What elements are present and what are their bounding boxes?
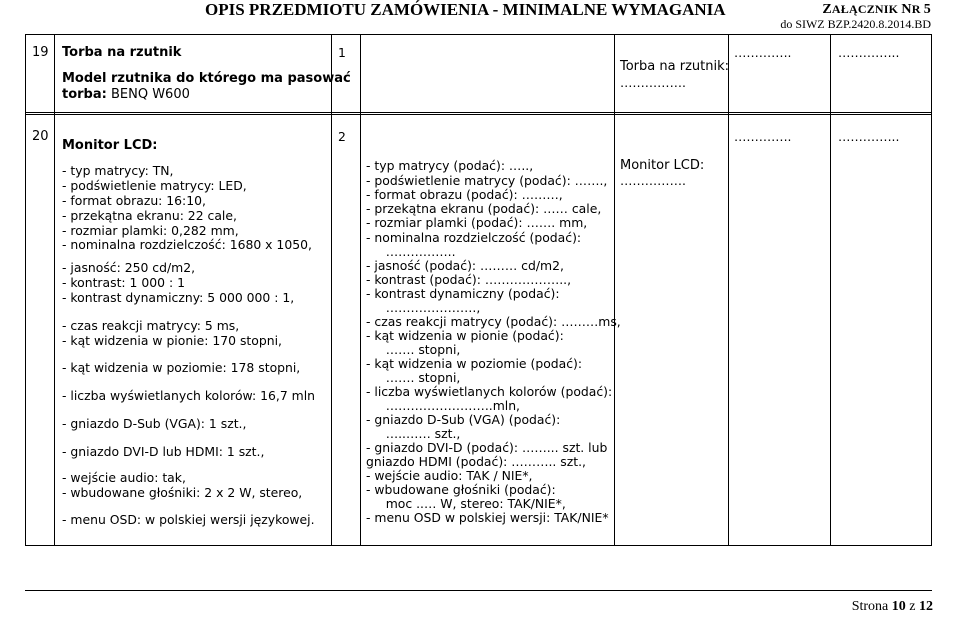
spec-line: - kontrast: 1 000 : 1	[62, 275, 185, 290]
offer-line[interactable]: - format obrazu (podać): ………,	[366, 187, 563, 202]
offer-line[interactable]: ……. stopni,	[366, 370, 461, 385]
row20-unit-price-field[interactable]: …………..	[734, 129, 792, 144]
spec-line: - podświetlenie matrycy: LED,	[62, 178, 247, 193]
spec-line: - rozmiar plamki: 0,282 mm,	[62, 223, 239, 238]
page-number: Strona 10 z 12	[851, 599, 933, 614]
table-divider	[830, 34, 831, 546]
offer-line[interactable]: - kontrast (podać): ………………..,	[366, 272, 572, 287]
table-divider	[331, 34, 332, 546]
spec-line: - czas reakcji matrycy: 5 ms,	[62, 318, 240, 333]
spec-line: - wejście audio: tak,	[62, 470, 186, 485]
row19-number: 19	[32, 45, 49, 60]
row20-offer-field[interactable]: …………….	[620, 173, 686, 188]
spec-line: - gniazdo DVI-D lub HDMI: 1 szt.,	[62, 444, 265, 459]
annex-label: ZAŁĄCZNIK NR 5	[822, 2, 931, 17]
row19-offer-field[interactable]: …………….	[620, 75, 686, 90]
spec-line: - kąt widzenia w poziomie: 178 stopni,	[62, 360, 301, 375]
footer-rule	[25, 590, 932, 591]
offer-line[interactable]: - jasność (podać): ……… cd/m2,	[366, 258, 564, 273]
row20-quantity: 2	[338, 129, 346, 144]
offer-line: - kontrast dynamiczny (podać):	[366, 286, 560, 301]
offer-line[interactable]: gniazdo HDMI (podać): ……….. szt.,	[366, 454, 586, 469]
offer-line: - gniazdo D-Sub (VGA) (podać):	[366, 412, 561, 427]
row-separator	[25, 112, 932, 115]
row19-model-label: Model rzutnika do którego ma pasować	[62, 71, 351, 86]
offer-line[interactable]: - gniazdo DVI-D (podać): ……... szt. lub	[366, 440, 608, 455]
spec-line: - nominalna rozdzielczość: 1680 x 1050,	[62, 237, 312, 252]
row19-offer-label: Torba na rzutnik:	[620, 59, 729, 74]
spec-line: - menu OSD: w polskiej wersji językowej.	[62, 512, 315, 527]
spec-line: - format obrazu: 16:10,	[62, 193, 206, 208]
row19-quantity: 1	[338, 45, 346, 60]
offer-line[interactable]: - czas reakcji matrycy (podać): ………ms,	[366, 314, 621, 329]
offer-line[interactable]: - rozmiar plamki (podać): ……. mm,	[366, 215, 588, 230]
row20-total-value-field[interactable]: …………...	[838, 129, 900, 144]
offer-line: - wbudowane głośniki (podać):	[366, 482, 556, 497]
offer-line: - nominalna rozdzielczość (podać):	[366, 230, 582, 245]
row19-model-value: torba: BENQ W600	[62, 87, 190, 102]
spec-line: - przekątna ekranu: 22 cale,	[62, 208, 237, 223]
table-divider	[360, 34, 361, 546]
offer-line[interactable]: ………………….,	[366, 300, 481, 315]
spec-line: - gniazdo D-Sub (VGA): 1 szt.,	[62, 416, 247, 431]
offer-line[interactable]: ……. stopni,	[366, 342, 461, 357]
offer-line[interactable]: ……………………..mln,	[366, 398, 520, 413]
table-divider	[54, 34, 55, 546]
row19-item-name: Torba na rzutnik	[62, 45, 182, 60]
spec-line: - kąt widzenia w pionie: 170 stopni,	[62, 333, 282, 348]
document-title: OPIS PRZEDMIOTU ZAMÓWIENIA - MINIMALNE WYMAGANIA	[205, 0, 726, 19]
spec-line: - wbudowane głośniki: 2 x 2 W, stereo,	[62, 485, 303, 500]
table-divider	[614, 34, 615, 546]
offer-line[interactable]: - podświetlenie matrycy (podać): …….,	[366, 173, 608, 188]
document-reference: do SIWZ BZP.2420.8.2014.BD	[780, 17, 931, 31]
offer-line[interactable]: moc ..… W, stereo: TAK/NIE*,	[366, 496, 566, 511]
spec-line: - liczba wyświetlanych kolorów: 16,7 mln	[62, 388, 316, 403]
offer-line[interactable]: - przekątna ekranu (podać): …… cale,	[366, 201, 602, 216]
offer-line: - liczba wyświetlanych kolorów (podać):	[366, 384, 613, 399]
spec-line: - typ matrycy: TN,	[62, 163, 174, 178]
offer-line[interactable]: - typ matrycy (podać): …..,	[366, 158, 534, 173]
row20-offer-label: Monitor LCD:	[620, 158, 705, 173]
spec-line: - jasność: 250 cd/m2,	[62, 260, 196, 275]
offer-line: - kąt widzenia w poziomie (podać):	[366, 356, 583, 371]
spec-line: - kontrast dynamiczny: 5 000 000 : 1,	[62, 290, 295, 305]
row19-total-value-field[interactable]: …………...	[838, 45, 900, 60]
row20-number: 20	[32, 129, 49, 144]
row19-unit-price-field[interactable]: …………..	[734, 45, 792, 60]
table-divider	[728, 34, 729, 546]
offer-line[interactable]: - wejście audio: TAK / NIE*,	[366, 468, 533, 483]
offer-line[interactable]: …..…… szt.,	[366, 426, 461, 441]
offer-line[interactable]: ……………..	[366, 244, 456, 259]
offer-line[interactable]: - menu OSD w polskiej wersji: TAK/NIE*	[366, 510, 609, 525]
offer-line: - kąt widzenia w pionie (podać):	[366, 328, 564, 343]
row20-item-name: Monitor LCD:	[62, 138, 158, 153]
